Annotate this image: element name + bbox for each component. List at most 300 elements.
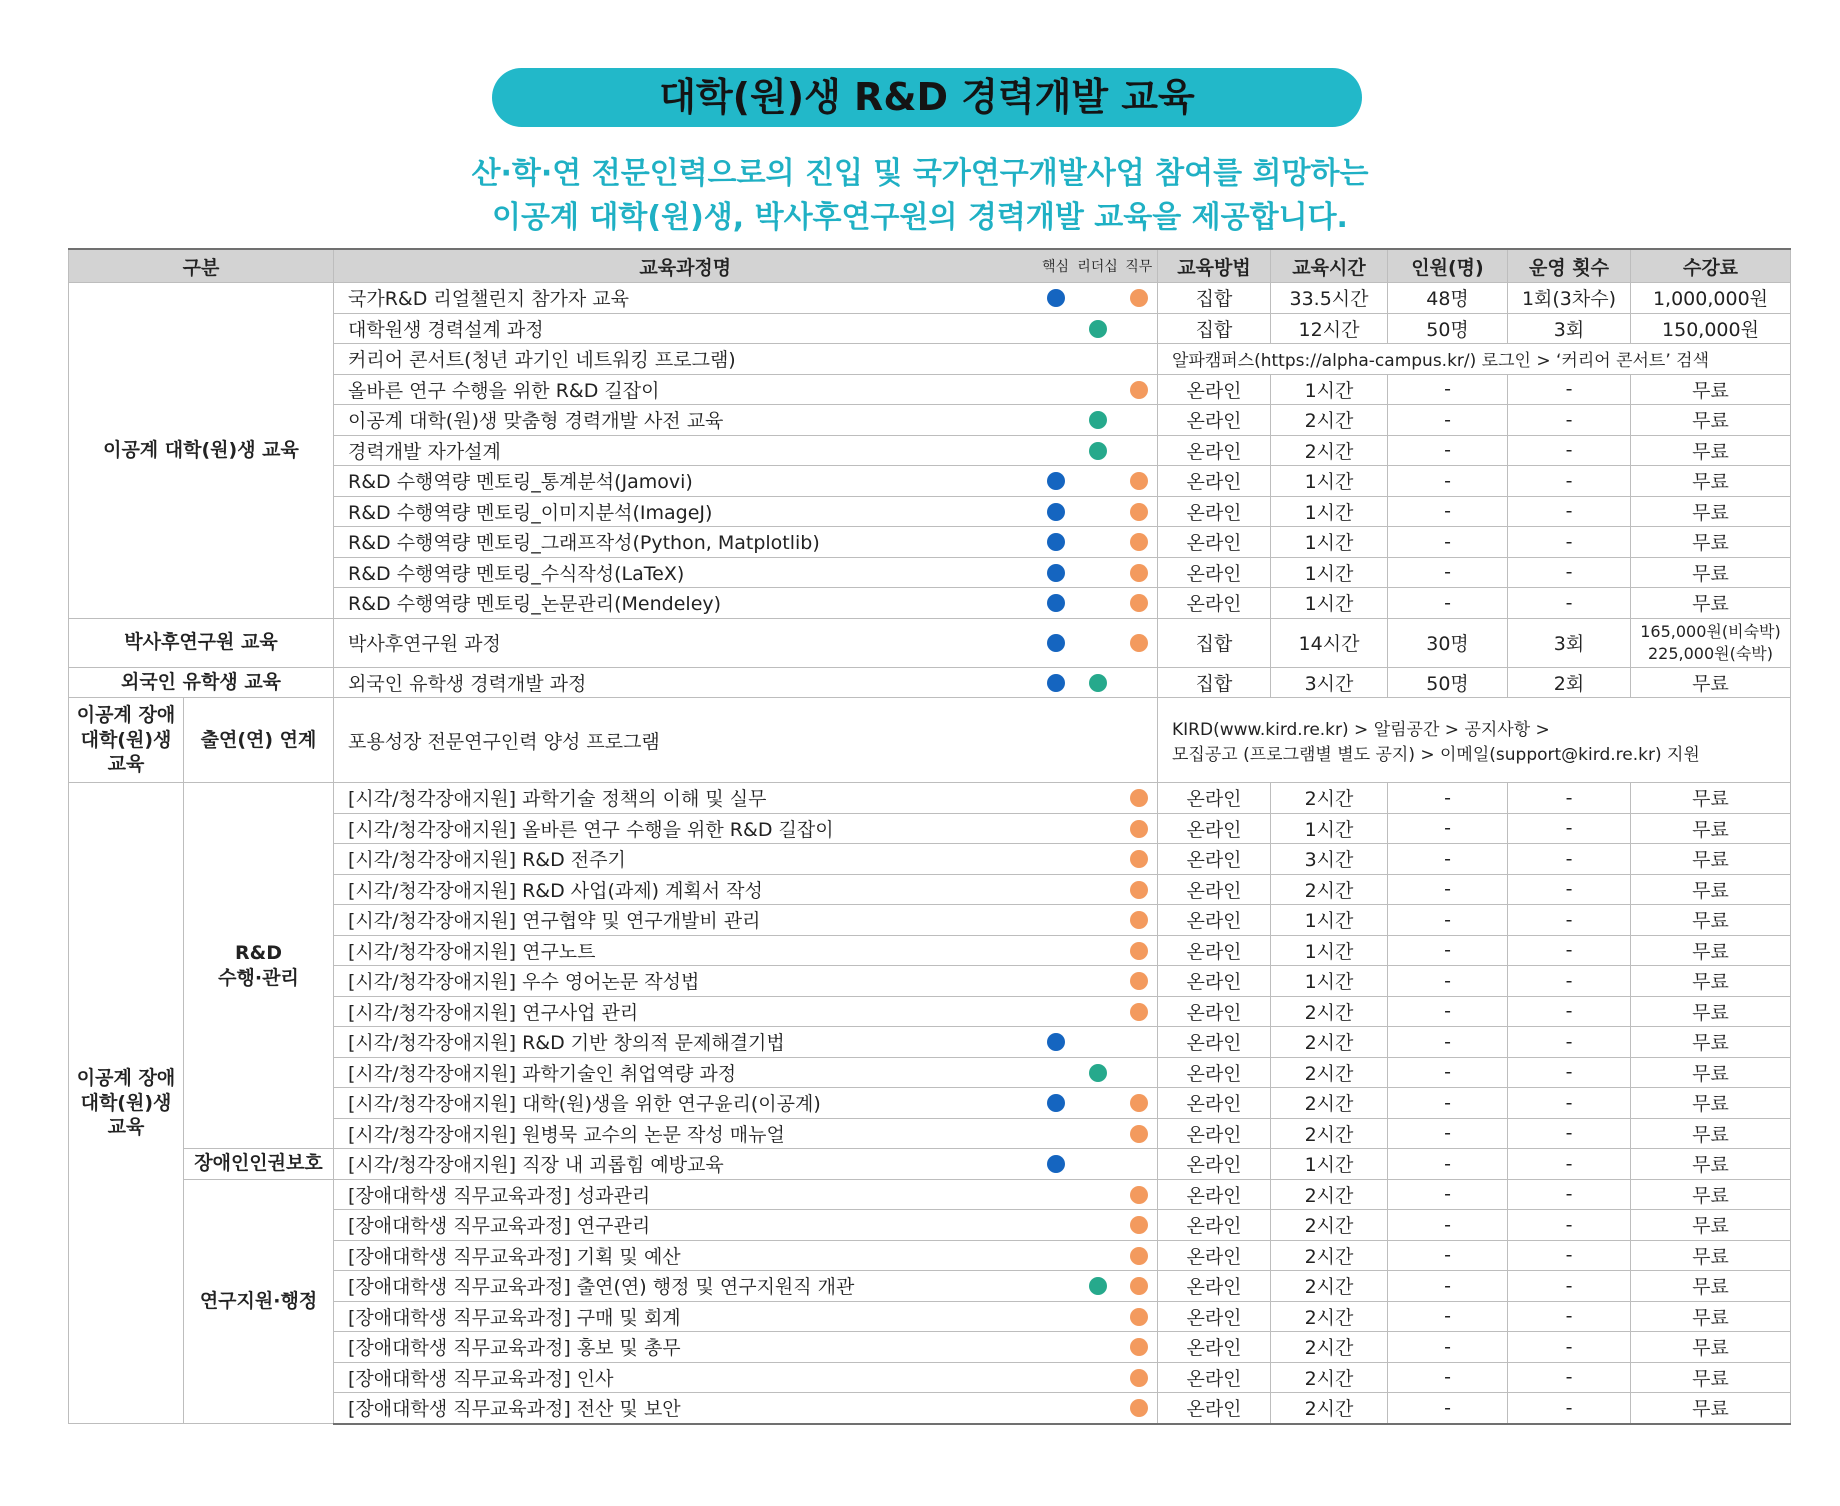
course-name: [시각/청각장애지원] 직장 내 괴롭힘 예방교육: [334, 1149, 1037, 1180]
subtitle-line-2: 이공계 대학(원)생, 박사후연구원의 경력개발 교육을 제공합니다.: [492, 200, 1348, 235]
marker-cell-core: [1037, 1362, 1075, 1393]
course-name: [장애대학생 직무교육과정] 구매 및 회계: [334, 1301, 1037, 1332]
people-cell: -: [1388, 557, 1508, 588]
course-name: [장애대학생 직무교육과정] 성과관리: [334, 1179, 1037, 1210]
kird-info: [1158, 698, 1791, 783]
hours-cell: 1시간: [1271, 966, 1388, 997]
fee-cell: 무료: [1631, 1271, 1791, 1302]
marker-cell-lead: [1075, 1210, 1121, 1241]
marker-cell-core: [1037, 874, 1075, 905]
marker-cell-job: [1121, 1118, 1158, 1149]
method-cell: 온라인: [1158, 844, 1271, 875]
people-cell: 48명: [1388, 283, 1508, 314]
marker-cell-core: [1037, 1179, 1075, 1210]
people-cell: -: [1388, 1179, 1508, 1210]
fee-cell: 무료: [1631, 844, 1791, 875]
runs-cell: 1회(3차수): [1508, 283, 1631, 314]
marker-cell-job: [1121, 935, 1158, 966]
marker-cell-core: [1037, 1118, 1075, 1149]
marker-cell-lead: [1075, 405, 1121, 436]
fee-cell: 무료: [1631, 557, 1791, 588]
fee-cell: 무료: [1631, 527, 1791, 558]
job-competency-dot: [1130, 1125, 1148, 1143]
marker-cell-core: [1037, 966, 1075, 997]
marker-cell-job: [1121, 667, 1158, 698]
fee-cell: 무료: [1631, 496, 1791, 527]
fee-cell: 무료: [1631, 935, 1791, 966]
job-competency-dot: [1130, 850, 1148, 868]
subgroup-human-rights: 장애인인권보호: [184, 1149, 334, 1180]
people-cell: -: [1388, 1332, 1508, 1363]
marker-cell-core: [1037, 667, 1075, 698]
method-cell: 온라인: [1158, 435, 1271, 466]
concert-info: 알파캠퍼스(https://alpha-campus.kr/) 로그인 > ‘커리어 콘서트’ 검색: [1158, 344, 1791, 375]
course-name: 이공계 대학(원)생 맞춤형 경력개발 사전 교육: [334, 405, 1037, 436]
fee-cell: 무료: [1631, 905, 1791, 936]
runs-cell: -: [1508, 1362, 1631, 1393]
marker-cell-core: [1037, 1210, 1075, 1241]
marker-cell-lead: [1075, 813, 1121, 844]
method-cell: 온라인: [1158, 466, 1271, 497]
course-name: 포용성장 전문연구인력 양성 프로그램: [334, 698, 1037, 783]
table-row: [69, 618, 1791, 667]
people-cell: -: [1388, 1088, 1508, 1119]
core-competency-dot: [1047, 472, 1065, 490]
job-competency-dot: [1130, 1216, 1148, 1234]
job-competency-dot: [1130, 1369, 1148, 1387]
marker-cell-job: [1121, 1301, 1158, 1332]
core-competency-dot: [1047, 1094, 1065, 1112]
job-competency-dot: [1130, 289, 1148, 307]
fee-cell: 무료: [1631, 435, 1791, 466]
header-runs: 운영 횟수: [1508, 249, 1631, 283]
fee-cell: 150,000원: [1631, 313, 1791, 344]
table-row: [69, 1149, 1791, 1180]
fee-cell: 무료: [1631, 1332, 1791, 1363]
hours-cell: 1시간: [1271, 935, 1388, 966]
marker-cell-job: [1121, 1271, 1158, 1302]
runs-cell: 3회: [1508, 618, 1631, 667]
lead-competency-dot: [1089, 674, 1107, 692]
job-competency-dot: [1130, 1277, 1148, 1295]
hours-cell: 14시간: [1271, 618, 1388, 667]
marker-cell-job: [1121, 1362, 1158, 1393]
marker-cell-core: [1037, 313, 1075, 344]
marker-cell-core: [1037, 935, 1075, 966]
people-cell: 30명: [1388, 618, 1508, 667]
marker-cell-core: [1037, 283, 1075, 314]
runs-cell: 2회: [1508, 667, 1631, 698]
fee-cell: 무료: [1631, 588, 1791, 619]
people-cell: -: [1388, 783, 1508, 814]
people-cell: -: [1388, 1118, 1508, 1149]
marker-cell-core: [1037, 344, 1075, 375]
fee-cell: 무료: [1631, 1179, 1791, 1210]
method-cell: 온라인: [1158, 1271, 1271, 1302]
header-category: 구분: [69, 249, 334, 283]
fee-cell: 무료: [1631, 1027, 1791, 1058]
hours-cell: 2시간: [1271, 1393, 1388, 1424]
fee-cell: 무료: [1631, 1240, 1791, 1271]
marker-cell-lead: [1075, 1332, 1121, 1363]
marker-cell-lead: [1075, 698, 1121, 783]
course-name: 외국인 유학생 경력개발 과정: [334, 667, 1037, 698]
course-name: [시각/청각장애지원] 과학기술인 취업역량 과정: [334, 1057, 1037, 1088]
table-row: [69, 667, 1791, 698]
people-cell: 50명: [1388, 667, 1508, 698]
subgroup-rnd-management: R&D 수행·관리: [184, 783, 334, 1149]
group-postdoc: 박사후연구원 교육: [69, 618, 334, 667]
method-cell: 온라인: [1158, 1210, 1271, 1241]
marker-cell-core: [1037, 813, 1075, 844]
marker-cell-job: [1121, 1057, 1158, 1088]
hours-cell: 1시간: [1271, 466, 1388, 497]
people-cell: -: [1388, 405, 1508, 436]
marker-cell-job: [1121, 844, 1158, 875]
marker-cell-job: [1121, 1027, 1158, 1058]
method-cell: 온라인: [1158, 966, 1271, 997]
marker-cell-lead: [1075, 935, 1121, 966]
marker-cell-job: [1121, 905, 1158, 936]
marker-cell-core: [1037, 1027, 1075, 1058]
course-name: [시각/청각장애지원] R&D 기반 창의적 문제해결기법: [334, 1027, 1037, 1058]
job-competency-dot: [1130, 1094, 1148, 1112]
runs-cell: -: [1508, 844, 1631, 875]
course-name: R&D 수행역량 멘토링_통계분석(Jamovi): [334, 466, 1037, 497]
people-cell: -: [1388, 1210, 1508, 1241]
marker-cell-job: [1121, 405, 1158, 436]
job-competency-dot: [1130, 911, 1148, 929]
header-fee: 수강료: [1631, 249, 1791, 283]
marker-cell-core: [1037, 1271, 1075, 1302]
table-header-row: [69, 249, 1791, 283]
header-method: 교육방법: [1158, 249, 1271, 283]
core-competency-dot: [1047, 503, 1065, 521]
hours-cell: 2시간: [1271, 1088, 1388, 1119]
fee-cell: 무료: [1631, 813, 1791, 844]
hours-cell: 1시간: [1271, 905, 1388, 936]
hours-cell: 2시간: [1271, 1271, 1388, 1302]
marker-cell-job: [1121, 1332, 1158, 1363]
runs-cell: -: [1508, 435, 1631, 466]
marker-cell-core: [1037, 405, 1075, 436]
fee-nonstay: 165,000원(비숙박): [1640, 621, 1781, 641]
course-name: R&D 수행역량 멘토링_수식작성(LaTeX): [334, 557, 1037, 588]
fee-cell: 무료: [1631, 783, 1791, 814]
people-cell: -: [1388, 1393, 1508, 1424]
marker-cell-job: [1121, 313, 1158, 344]
marker-cell-lead: [1075, 1179, 1121, 1210]
job-competency-dot: [1130, 1338, 1148, 1356]
method-cell: 온라인: [1158, 1149, 1271, 1180]
marker-cell-lead: [1075, 588, 1121, 619]
job-competency-dot: [1130, 1003, 1148, 1021]
marker-cell-lead: [1075, 466, 1121, 497]
fee-cell: 무료: [1631, 1118, 1791, 1149]
fee-cell: 무료: [1631, 1393, 1791, 1424]
course-name: [장애대학생 직무교육과정] 홍보 및 총무: [334, 1332, 1037, 1363]
marker-cell-core: [1037, 844, 1075, 875]
people-cell: -: [1388, 844, 1508, 875]
marker-cell-core: [1037, 527, 1075, 558]
group-disabled-institute: 이공계 장애 대학(원)생 교육: [69, 698, 184, 783]
marker-cell-lead: [1075, 1118, 1121, 1149]
course-name: [시각/청각장애지원] 과학기술 정책의 이해 및 실무: [334, 783, 1037, 814]
method-cell: 온라인: [1158, 1118, 1271, 1149]
people-cell: -: [1388, 527, 1508, 558]
runs-cell: -: [1508, 1027, 1631, 1058]
marker-cell-core: [1037, 435, 1075, 466]
hours-cell: 1시간: [1271, 1149, 1388, 1180]
marker-cell-core: [1037, 1088, 1075, 1119]
method-cell: 온라인: [1158, 496, 1271, 527]
marker-cell-lead: [1075, 905, 1121, 936]
fee-cell: 무료: [1631, 1301, 1791, 1332]
marker-cell-core: [1037, 557, 1075, 588]
hours-cell: 1시간: [1271, 527, 1388, 558]
table-row: [69, 1179, 1791, 1210]
marker-cell-lead: [1075, 527, 1121, 558]
marker-cell-core: [1037, 783, 1075, 814]
method-cell: 온라인: [1158, 935, 1271, 966]
marker-cell-core: [1037, 996, 1075, 1027]
course-name: 대학원생 경력설계 과정: [334, 313, 1037, 344]
marker-cell-job: [1121, 374, 1158, 405]
hours-cell: 2시간: [1271, 1240, 1388, 1271]
marker-cell-core: [1037, 466, 1075, 497]
hours-cell: 2시간: [1271, 1118, 1388, 1149]
method-cell: 집합: [1158, 313, 1271, 344]
subgroup-research-admin: 연구지원·행정: [184, 1179, 334, 1424]
job-competency-dot: [1130, 942, 1148, 960]
hours-cell: 1시간: [1271, 588, 1388, 619]
job-competency-dot: [1130, 472, 1148, 490]
marker-cell-lead: [1075, 1393, 1121, 1424]
people-cell: -: [1388, 588, 1508, 619]
header-job: 직무: [1121, 249, 1158, 283]
table-row: [69, 698, 1791, 783]
fee-cell: 무료: [1631, 1149, 1791, 1180]
core-competency-dot: [1047, 634, 1065, 652]
marker-cell-core: [1037, 1149, 1075, 1180]
hours-cell: 12시간: [1271, 313, 1388, 344]
method-cell: 온라인: [1158, 1240, 1271, 1271]
fee-cell: 1,000,000원: [1631, 283, 1791, 314]
hours-cell: 33.5시간: [1271, 283, 1388, 314]
marker-cell-job: [1121, 874, 1158, 905]
fee-cell: 무료: [1631, 374, 1791, 405]
marker-cell-job: [1121, 996, 1158, 1027]
core-competency-dot: [1047, 674, 1065, 692]
course-name: [장애대학생 직무교육과정] 연구관리: [334, 1210, 1037, 1241]
hours-cell: 2시간: [1271, 1332, 1388, 1363]
course-name: 국가R&D 리얼챌린지 참가자 교육: [334, 283, 1037, 314]
marker-cell-lead: [1075, 344, 1121, 375]
fee-cell: 무료: [1631, 874, 1791, 905]
fee-cell: [1631, 618, 1791, 667]
core-competency-dot: [1047, 533, 1065, 551]
hours-cell: 2시간: [1271, 783, 1388, 814]
course-name: [시각/청각장애지원] 연구사업 관리: [334, 996, 1037, 1027]
runs-cell: -: [1508, 1332, 1631, 1363]
hours-cell: 2시간: [1271, 1179, 1388, 1210]
method-cell: 온라인: [1158, 374, 1271, 405]
marker-cell-job: [1121, 1393, 1158, 1424]
runs-cell: -: [1508, 588, 1631, 619]
marker-cell-core: [1037, 1057, 1075, 1088]
hours-cell: 2시간: [1271, 996, 1388, 1027]
marker-cell-lead: [1075, 1271, 1121, 1302]
marker-cell-lead: [1075, 1088, 1121, 1119]
hours-cell: 1시간: [1271, 374, 1388, 405]
marker-cell-lead: [1075, 557, 1121, 588]
header-core: 핵심: [1037, 249, 1075, 283]
marker-cell-core: [1037, 496, 1075, 527]
header-people: 인원(명): [1388, 249, 1508, 283]
fee-cell: 무료: [1631, 466, 1791, 497]
marker-cell-core: [1037, 1240, 1075, 1271]
job-competency-dot: [1130, 533, 1148, 551]
marker-cell-core: [1037, 1332, 1075, 1363]
method-cell: 집합: [1158, 667, 1271, 698]
runs-cell: -: [1508, 1210, 1631, 1241]
marker-cell-job: [1121, 557, 1158, 588]
people-cell: -: [1388, 1057, 1508, 1088]
lead-competency-dot: [1089, 442, 1107, 460]
method-cell: 온라인: [1158, 783, 1271, 814]
page-title: 대학(원)생 R&D 경력개발 교육: [492, 68, 1362, 127]
marker-cell-job: [1121, 618, 1158, 667]
course-name: [장애대학생 직무교육과정] 전산 및 보안: [334, 1393, 1037, 1424]
course-name: R&D 수행역량 멘토링_논문관리(Mendeley): [334, 588, 1037, 619]
job-competency-dot: [1130, 564, 1148, 582]
fee-stay: 225,000원(숙박): [1647, 643, 1774, 663]
core-competency-dot: [1047, 289, 1065, 307]
method-cell: 온라인: [1158, 813, 1271, 844]
course-name: 경력개발 자가설계: [334, 435, 1037, 466]
job-competency-dot: [1130, 820, 1148, 838]
marker-cell-lead: [1075, 783, 1121, 814]
runs-cell: -: [1508, 905, 1631, 936]
job-competency-dot: [1130, 594, 1148, 612]
core-competency-dot: [1047, 1033, 1065, 1051]
method-cell: 온라인: [1158, 1179, 1271, 1210]
course-name: [시각/청각장애지원] 올바른 연구 수행을 위한 R&D 길잡이: [334, 813, 1037, 844]
runs-cell: -: [1508, 996, 1631, 1027]
marker-cell-job: [1121, 813, 1158, 844]
marker-cell-job: [1121, 1149, 1158, 1180]
method-cell: 집합: [1158, 618, 1271, 667]
marker-cell-job: [1121, 435, 1158, 466]
fee-cell: 무료: [1631, 966, 1791, 997]
course-name: [시각/청각장애지원] R&D 전주기: [334, 844, 1037, 875]
runs-cell: -: [1508, 374, 1631, 405]
hours-cell: 2시간: [1271, 1027, 1388, 1058]
hours-cell: 2시간: [1271, 1362, 1388, 1393]
marker-cell-job: [1121, 783, 1158, 814]
job-competency-dot: [1130, 972, 1148, 990]
lead-competency-dot: [1089, 1064, 1107, 1082]
lead-competency-dot: [1089, 320, 1107, 338]
method-cell: 온라인: [1158, 1393, 1271, 1424]
marker-cell-job: [1121, 1240, 1158, 1271]
marker-cell-job: [1121, 1088, 1158, 1119]
hours-cell: 2시간: [1271, 405, 1388, 436]
people-cell: -: [1388, 966, 1508, 997]
marker-cell-core: [1037, 588, 1075, 619]
marker-cell-lead: [1075, 1057, 1121, 1088]
runs-cell: -: [1508, 783, 1631, 814]
header-leadership: 리더십: [1075, 249, 1121, 283]
lead-competency-dot: [1089, 411, 1107, 429]
people-cell: -: [1388, 905, 1508, 936]
group-undergrad: 이공계 대학(원)생 교육: [69, 283, 334, 619]
hours-cell: 3시간: [1271, 667, 1388, 698]
runs-cell: -: [1508, 527, 1631, 558]
marker-cell-lead: [1075, 1301, 1121, 1332]
marker-cell-core: [1037, 1393, 1075, 1424]
marker-cell-lead: [1075, 496, 1121, 527]
fee-cell: 무료: [1631, 405, 1791, 436]
course-name: [시각/청각장애지원] R&D 사업(과제) 계획서 작성: [334, 874, 1037, 905]
runs-cell: 3회: [1508, 313, 1631, 344]
marker-cell-job: [1121, 344, 1158, 375]
method-cell: 온라인: [1158, 588, 1271, 619]
runs-cell: -: [1508, 1240, 1631, 1271]
runs-cell: -: [1508, 1149, 1631, 1180]
marker-cell-lead: [1075, 618, 1121, 667]
course-name: [시각/청각장애지원] 연구노트: [334, 935, 1037, 966]
marker-cell-job: [1121, 466, 1158, 497]
people-cell: -: [1388, 813, 1508, 844]
method-cell: 온라인: [1158, 1027, 1271, 1058]
job-competency-dot: [1130, 381, 1148, 399]
course-name: [시각/청각장애지원] 원병묵 교수의 논문 작성 매뉴얼: [334, 1118, 1037, 1149]
people-cell: -: [1388, 1149, 1508, 1180]
method-cell: 온라인: [1158, 405, 1271, 436]
fee-cell: 무료: [1631, 1057, 1791, 1088]
header-hours: 교육시간: [1271, 249, 1388, 283]
course-name: 올바른 연구 수행을 위한 R&D 길잡이: [334, 374, 1037, 405]
method-cell: 온라인: [1158, 1088, 1271, 1119]
course-name: R&D 수행역량 멘토링_이미지분석(ImageJ): [334, 496, 1037, 527]
runs-cell: -: [1508, 1118, 1631, 1149]
hours-cell: 3시간: [1271, 844, 1388, 875]
marker-cell-core: [1037, 618, 1075, 667]
hours-cell: 2시간: [1271, 1301, 1388, 1332]
job-competency-dot: [1130, 1399, 1148, 1417]
course-name: 박사후연구원 과정: [334, 618, 1037, 667]
job-competency-dot: [1130, 634, 1148, 652]
marker-cell-lead: [1075, 1149, 1121, 1180]
people-cell: 50명: [1388, 313, 1508, 344]
runs-cell: -: [1508, 405, 1631, 436]
marker-cell-job: [1121, 698, 1158, 783]
header-course: 교육과정명: [334, 249, 1037, 283]
subgroup-institute-link: 출연(연) 연계: [184, 698, 334, 783]
people-cell: -: [1388, 496, 1508, 527]
runs-cell: -: [1508, 557, 1631, 588]
hours-cell: 2시간: [1271, 1210, 1388, 1241]
people-cell: -: [1388, 435, 1508, 466]
method-cell: 온라인: [1158, 1362, 1271, 1393]
marker-cell-job: [1121, 283, 1158, 314]
marker-cell-lead: [1075, 844, 1121, 875]
hours-cell: 1시간: [1271, 813, 1388, 844]
fee-cell: 무료: [1631, 1088, 1791, 1119]
runs-cell: -: [1508, 1393, 1631, 1424]
job-competency-dot: [1130, 881, 1148, 899]
